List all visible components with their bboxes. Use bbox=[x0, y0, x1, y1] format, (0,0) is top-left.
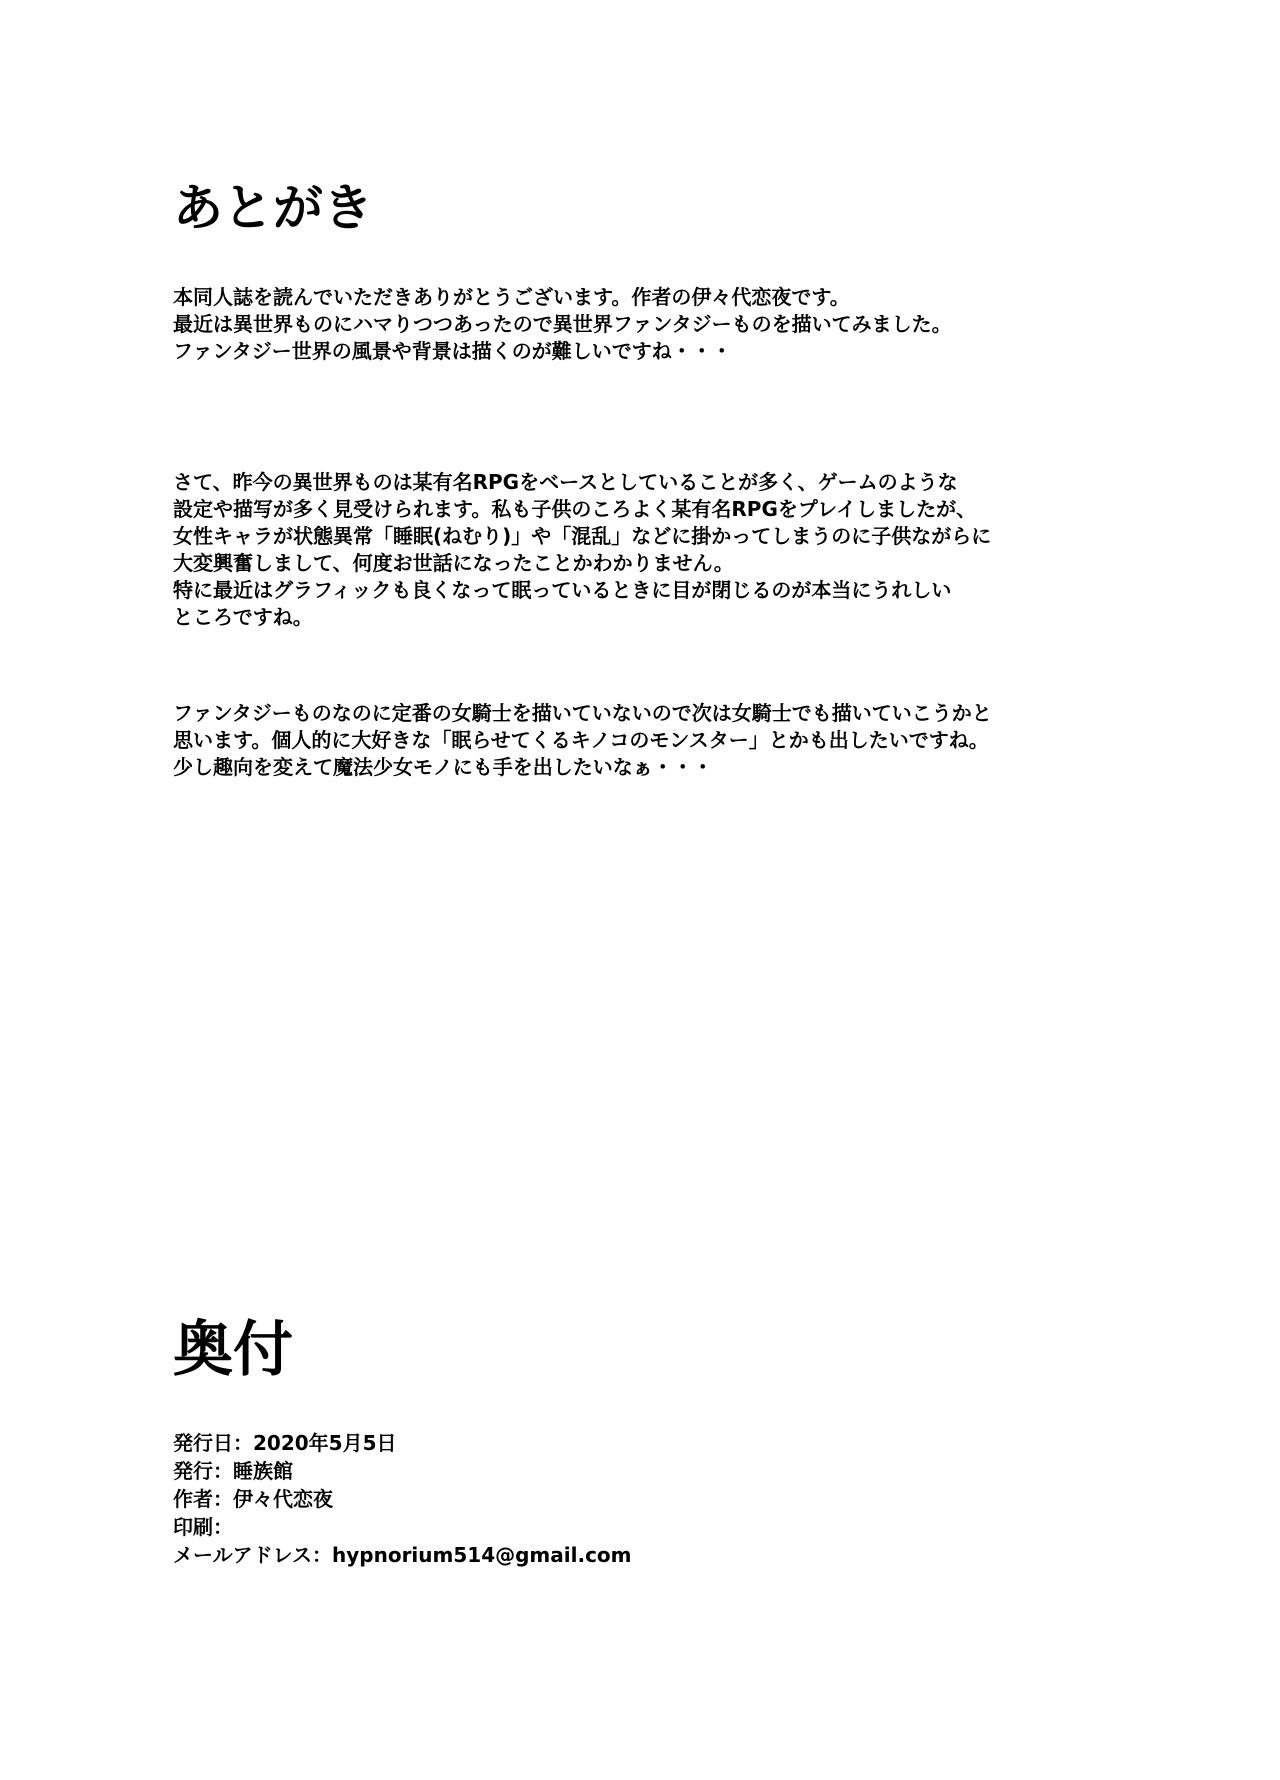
colophon-author: 作者：伊々代恋夜 bbox=[173, 1487, 333, 1511]
paragraph-line: 特に最近はグラフィックも良くなって眠っているときに目が閉じるのが本当にうれしい bbox=[173, 578, 952, 602]
afterword-paragraph-1 bbox=[173, 284, 1233, 365]
paragraph-line: ところですね。 bbox=[173, 605, 313, 629]
colophon-printer: 印刷： bbox=[173, 1515, 233, 1539]
afterword-paragraph-2 bbox=[173, 469, 1233, 631]
paragraph-line: 本同人誌を読んでいただきありがとうございます。作者の伊々代恋夜です。 bbox=[173, 285, 850, 309]
afterword-paragraph-3 bbox=[173, 700, 1233, 781]
colophon-publish-date: 発行日：2020年5月5日 bbox=[173, 1431, 397, 1455]
paragraph-line: 最近は異世界ものにハマりつつあったので異世界ファンタジーものを描いてみました。 bbox=[173, 312, 952, 336]
colophon-title: 奥付 bbox=[173, 1315, 293, 1385]
paragraph-line: ファンタジーものなのに定番の女騎士を描いていないので次は女騎士でも描いていこうかと bbox=[173, 701, 992, 725]
colophon-email: メールアドレス：hypnorium514@gmail.com bbox=[173, 1543, 632, 1567]
paragraph-line: ファンタジー世界の風景や背景は描くのが難しいですね・・・ bbox=[173, 339, 732, 363]
paragraph-line: さて、昨今の異世界ものは某有名RPGをベースとしていることが多く、ゲームのような bbox=[173, 470, 958, 494]
paragraph-line: 思います。個人的に大好きな「眠らせてくるキノコのモンスター」とかも出したいですね。 bbox=[173, 728, 989, 752]
colophon-publisher: 発行：睡族館 bbox=[173, 1459, 293, 1483]
paragraph-line: 大変興奮しまして、何度お世話になったことかわかりません。 bbox=[173, 551, 734, 575]
colophon-list bbox=[173, 1429, 632, 1569]
afterword-title: あとがき bbox=[173, 179, 373, 237]
paragraph-line: 設定や描写が多く見受けられます。私も子供のころよく某有名RPGをプレイしましたが、 bbox=[173, 497, 977, 521]
paragraph-line: 女性キャラが状態異常「睡眠(ねむり)」や「混乱」などに掛かってしまうのに子供ながらに bbox=[173, 524, 992, 548]
paragraph-line: 少し趣向を変えて魔法少女モノにも手を出したいなぁ・・・ bbox=[173, 755, 713, 779]
